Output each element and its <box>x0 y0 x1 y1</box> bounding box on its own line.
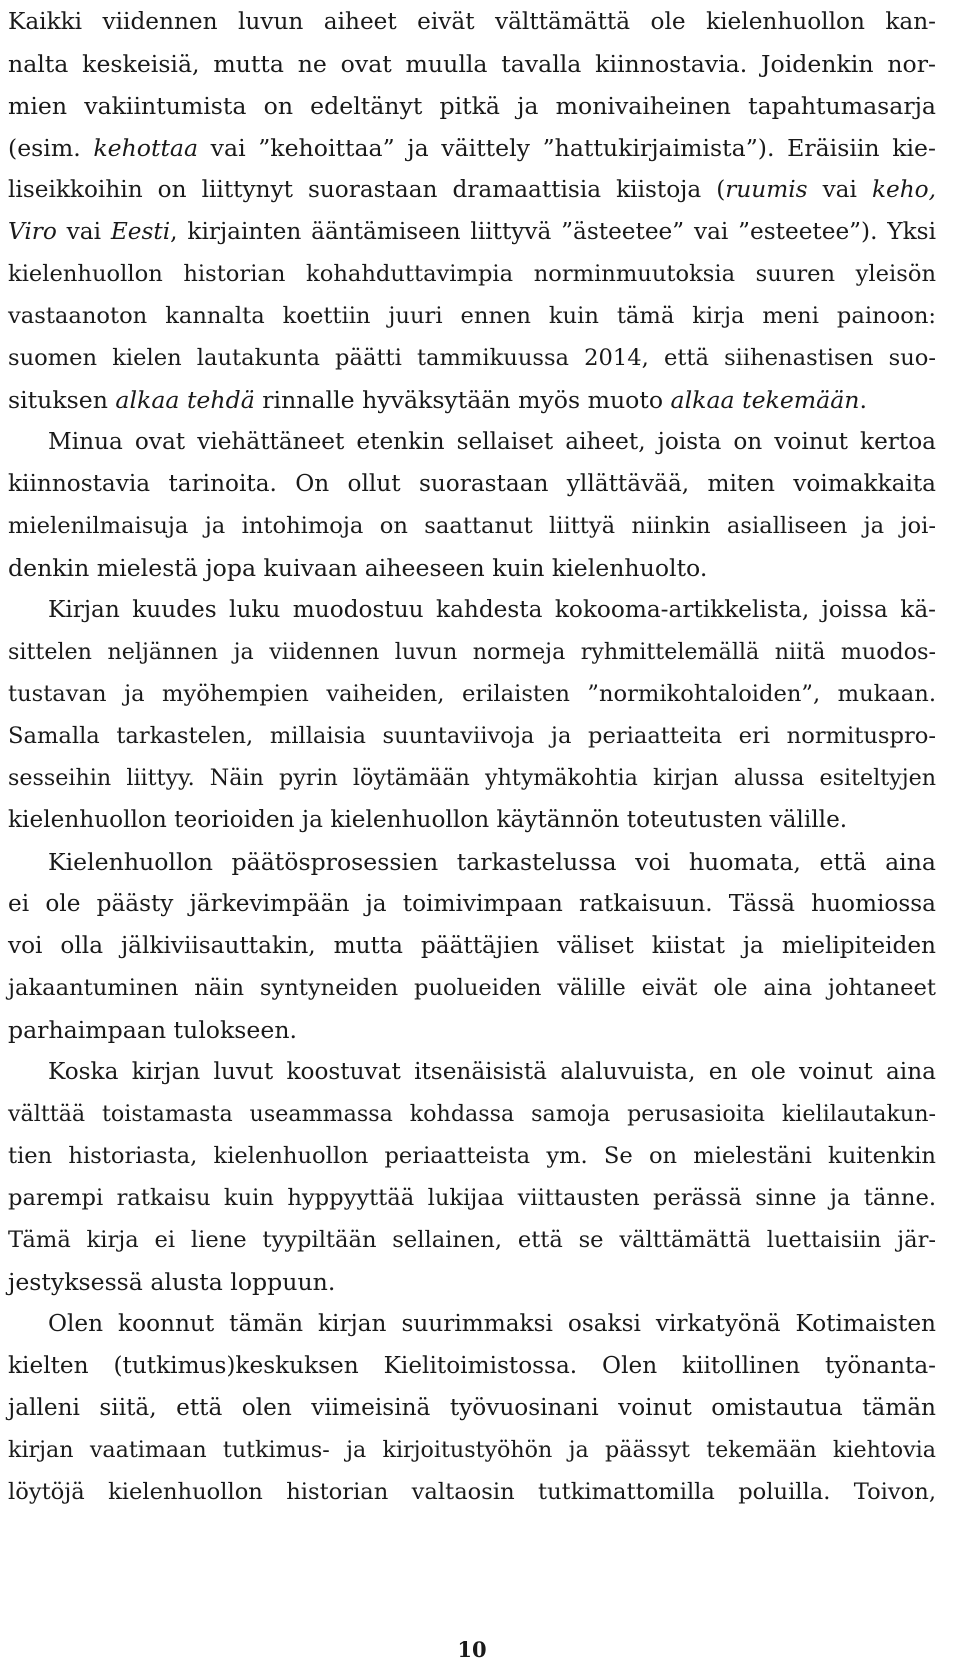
text-line: jakaantuminen näin syntyneiden puolueiden välille eivät ole aina johtaneet <box>8 975 936 1001</box>
text-line: välttää toistamasta useammassa kohdassa samoja perusasioita kielilautakun- <box>8 1101 936 1127</box>
text-fragment: rinnalle hyväksytään myös muoto <box>254 386 671 414</box>
text-line: kielenhuollon teorioiden ja kielenhuollon käytännön toteutusten välille. <box>8 806 848 833</box>
text-line: kiinnostavia tarinoita. On ollut suorastaan yllättävää, miten voimakkaita <box>8 470 936 497</box>
text-line: suomen kielen lautakunta päätti tammikuussa 2014, että siihenastisen suo- <box>8 345 936 371</box>
text-line: mien vakiintumista on edeltänyt pitkä ja monivaiheinen tapahtumasarja <box>8 92 936 120</box>
italic-term: alkaa tehdä <box>115 386 255 414</box>
italic-term: keho, <box>871 176 936 203</box>
text-line: tustavan ja myöhempien vaiheiden, erilaisten ”normikohtaloiden”, mukaan. <box>8 681 936 707</box>
italic-term: kehottaa <box>93 134 199 162</box>
text-line: tien historiasta, kielenhuollon periaatteista ym. Se on mielestäni kuitenkin <box>8 1143 936 1169</box>
text-line: ei ole päästy järkevimpään ja toimivimpaan ratkaisuun. Tässä huomiossa <box>8 890 936 917</box>
text-fragment: vai ”kehoittaa” ja väittely ”hattukirjaimista”). Eräisiin kie- <box>198 134 936 162</box>
text-line: sittelen neljännen ja viidennen luvun normeja ryhmittelemällä niitä muodos- <box>8 639 936 665</box>
text-line: Olen koonnut tämän kirjan suurimmaksi osaksi virkatyönä Kotimaisten <box>48 1310 936 1337</box>
italic-term: ruumis <box>725 176 808 203</box>
text-line: kielenhuollon historian kohahduttavimpia norminmuutoksia suuren yleisön <box>8 261 936 287</box>
text-line: kielten (tutkimus)keskuksen Kielitoimistossa. Olen kiitollinen työnanta- <box>8 1352 936 1379</box>
text-fragment: liseikkoihin on liittynyt suorastaan dramaattisia kiistoja ( <box>8 176 726 203</box>
text-line: nalta keskeisiä, mutta ne ovat muulla tavalla kiinnostavia. Joidenkin nor- <box>8 50 936 78</box>
text-fragment: (esim. <box>8 134 94 162</box>
text-line <box>8 126 936 170</box>
italic-term: Viro <box>8 218 57 245</box>
text-line: kirjan vaatimaan tutkimus- ja kirjoitustyöhön ja päässyt tekemään kiehtovia <box>8 1437 936 1463</box>
book-page <box>8 0 948 1672</box>
text-line: Kirjan kuudes luku muodostuu kahdesta kokooma-artikkelista, joissa kä- <box>48 596 936 623</box>
text-fragment: , kirjainten ääntämiseen liittyvä ”ästeetee” vai ”esteetee”). Yksi <box>170 218 936 245</box>
text-line <box>8 378 867 422</box>
text-line: Kielenhuollon päätösprosessien tarkastelussa voi huomata, että aina <box>48 848 936 876</box>
italic-term: alkaa tekemään <box>670 386 860 414</box>
text-line: Tämä kirja ei liene tyypiltään sellainen, että se välttämättä luettaisiin jär- <box>8 1227 936 1253</box>
text-line: jalleni siitä, että olen viimeisinä työvuosinani voinut omistautua tämän <box>8 1394 936 1421</box>
text-fragment: situksen <box>8 386 116 414</box>
text-fragment: . <box>859 386 867 414</box>
text-fragment: vai <box>807 176 872 203</box>
text-line: voi olla jälkiviisauttakin, mutta päättäjien väliset kiistat ja mielipiteiden <box>8 932 936 959</box>
text-line: Kaikki viidennen luvun aiheet eivät välttämättä ole kielenhuollon kan- <box>8 8 936 35</box>
text-line: jestyksessä alusta loppuun. <box>8 1268 336 1296</box>
text-line <box>8 168 936 212</box>
text-line: Koska kirjan luvut koostuvat itsenäisistä alaluvuista, en ole voinut aina <box>48 1058 936 1085</box>
italic-term: Eesti <box>110 218 171 245</box>
text-line: denkin mielestä jopa kuivaan aiheeseen kuin kielenhuolto. <box>8 554 708 582</box>
text-line <box>8 210 936 254</box>
text-line: mielenilmaisuja ja intohimoja on saattanut liittyä niinkin asialliseen ja joi- <box>8 513 936 539</box>
text-line: parempi ratkaisu kuin hyppyyttää lukijaa viittausten perässä sinne ja tänne. <box>8 1185 936 1211</box>
page-number: 10 <box>457 1637 487 1662</box>
text-line: sesseihin liittyy. Näin pyrin löytämään yhtymäkohtia kirjan alussa esiteltyjen <box>8 765 936 791</box>
text-line: löytöjä kielenhuollon historian valtaosin tutkimattomilla poluilla. Toivon, <box>8 1479 936 1505</box>
text-line: vastaanoton kannalta koettiin juuri ennen kuin tämä kirja meni painoon: <box>8 303 936 329</box>
text-line: Samalla tarkastelen, millaisia suuntaviivoja ja periaatteita eri normituspro- <box>8 723 936 749</box>
text-line: parhaimpaan tulokseen. <box>8 1016 298 1044</box>
text-fragment: vai <box>56 218 111 245</box>
text-line: Minua ovat viehättäneet etenkin sellaiset aiheet, joista on voinut kertoa <box>48 428 936 455</box>
